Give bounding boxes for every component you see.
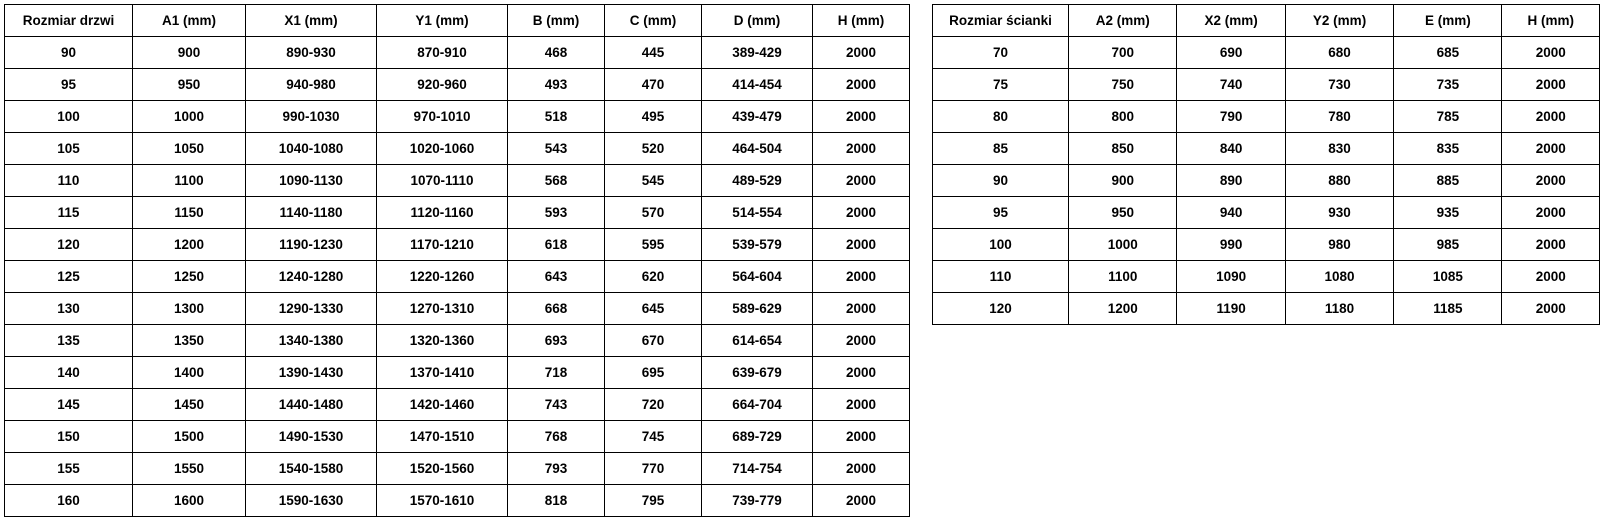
doors-table-cell: 670: [605, 325, 702, 357]
doors-table-cell: 2000: [813, 229, 910, 261]
doors-table-cell: 1450: [133, 389, 246, 421]
doors-table-cell: 768: [508, 421, 605, 453]
doors-table-cell: 795: [605, 485, 702, 517]
doors-table-cell: 920-960: [377, 69, 508, 101]
walls-table-cell: 2000: [1502, 229, 1600, 261]
doors-table-cell: 100: [5, 101, 133, 133]
doors-table-cell: 2000: [813, 293, 910, 325]
walls-table-column-header: Y2 (mm): [1285, 5, 1393, 37]
doors-table-cell: 543: [508, 133, 605, 165]
doors-table-cell: 720: [605, 389, 702, 421]
doors-table-cell: 1220-1260: [377, 261, 508, 293]
walls-table-cell: 2000: [1502, 133, 1600, 165]
walls-dimensions-table-container: [932, 4, 1600, 325]
doors-table-cell: 695: [605, 357, 702, 389]
table-row: [5, 453, 910, 485]
doors-table-column-header: Rozmiar drzwi: [5, 5, 133, 37]
walls-table-cell: 2000: [1502, 101, 1600, 133]
doors-table-cell: 115: [5, 197, 133, 229]
walls-table-cell: 840: [1177, 133, 1285, 165]
walls-table-cell: 2000: [1502, 293, 1600, 325]
doors-table-cell: 1190-1230: [246, 229, 377, 261]
doors-table-cell: 595: [605, 229, 702, 261]
table-header-row: [5, 5, 910, 37]
table-row: [5, 325, 910, 357]
doors-table-cell: 414-454: [702, 69, 813, 101]
doors-table-cell: 1320-1360: [377, 325, 508, 357]
doors-table-cell: 950: [133, 69, 246, 101]
doors-table-cell: 545: [605, 165, 702, 197]
walls-table-cell: 1190: [1177, 293, 1285, 325]
walls-table-cell: 900: [1069, 165, 1177, 197]
doors-table-cell: 495: [605, 101, 702, 133]
doors-table-cell: 620: [605, 261, 702, 293]
doors-table-cell: 1270-1310: [377, 293, 508, 325]
walls-table-cell: 85: [933, 133, 1069, 165]
doors-table-column-header: B (mm): [508, 5, 605, 37]
doors-table-cell: 739-779: [702, 485, 813, 517]
doors-table-cell: 990-1030: [246, 101, 377, 133]
walls-table-cell: 880: [1285, 165, 1393, 197]
doors-table-cell: 1140-1180: [246, 197, 377, 229]
doors-table-cell: 645: [605, 293, 702, 325]
table-row: [933, 37, 1600, 69]
doors-table-cell: 668: [508, 293, 605, 325]
walls-table-body: [933, 37, 1600, 325]
doors-table-cell: 1550: [133, 453, 246, 485]
doors-table-cell: 539-579: [702, 229, 813, 261]
doors-table-cell: 150: [5, 421, 133, 453]
walls-table-column-header: E (mm): [1394, 5, 1502, 37]
doors-table-cell: 2000: [813, 133, 910, 165]
walls-table-cell: 950: [1069, 197, 1177, 229]
doors-table-cell: 1170-1210: [377, 229, 508, 261]
walls-table-cell: 1080: [1285, 261, 1393, 293]
walls-table-cell: 680: [1285, 37, 1393, 69]
doors-table-cell: 745: [605, 421, 702, 453]
doors-table-cell: 2000: [813, 421, 910, 453]
doors-table-cell: 890-930: [246, 37, 377, 69]
table-row: [5, 101, 910, 133]
walls-table-cell: 740: [1177, 69, 1285, 101]
walls-table-cell: 1085: [1394, 261, 1502, 293]
walls-table-cell: 790: [1177, 101, 1285, 133]
walls-table-cell: 750: [1069, 69, 1177, 101]
doors-table-column-header: X1 (mm): [246, 5, 377, 37]
doors-table-cell: 1540-1580: [246, 453, 377, 485]
doors-dimensions-table: [4, 4, 910, 517]
doors-table-cell: 2000: [813, 261, 910, 293]
doors-table-cell: 2000: [813, 165, 910, 197]
walls-table-cell: 90: [933, 165, 1069, 197]
walls-table-cell: 110: [933, 261, 1069, 293]
table-row: [933, 229, 1600, 261]
doors-table-cell: 140: [5, 357, 133, 389]
doors-table-cell: 2000: [813, 389, 910, 421]
table-row: [5, 357, 910, 389]
doors-table-cell: 1420-1460: [377, 389, 508, 421]
doors-table-cell: 793: [508, 453, 605, 485]
table-header-row: [933, 5, 1600, 37]
doors-table-column-header: H (mm): [813, 5, 910, 37]
doors-table-cell: 643: [508, 261, 605, 293]
doors-table-cell: 489-529: [702, 165, 813, 197]
walls-table-cell: 940: [1177, 197, 1285, 229]
table-row: [5, 389, 910, 421]
doors-table-cell: 870-910: [377, 37, 508, 69]
walls-dimensions-table: [932, 4, 1600, 325]
doors-table-cell: 145: [5, 389, 133, 421]
doors-table-cell: 2000: [813, 197, 910, 229]
doors-table-header: [5, 5, 910, 37]
walls-table-cell: 70: [933, 37, 1069, 69]
doors-table-cell: 2000: [813, 325, 910, 357]
walls-table-cell: 2000: [1502, 165, 1600, 197]
doors-table-cell: 1200: [133, 229, 246, 261]
doors-table-cell: 1240-1280: [246, 261, 377, 293]
doors-table-cell: 1590-1630: [246, 485, 377, 517]
walls-table-cell: 990: [1177, 229, 1285, 261]
doors-table-cell: 95: [5, 69, 133, 101]
doors-table-cell: 1040-1080: [246, 133, 377, 165]
doors-table-cell: 1370-1410: [377, 357, 508, 389]
walls-table-cell: 1185: [1394, 293, 1502, 325]
doors-table-cell: 130: [5, 293, 133, 325]
walls-table-cell: 120: [933, 293, 1069, 325]
walls-table-cell: 985: [1394, 229, 1502, 261]
doors-table-cell: 743: [508, 389, 605, 421]
doors-table-cell: 1120-1160: [377, 197, 508, 229]
doors-table-column-header: A1 (mm): [133, 5, 246, 37]
doors-table-cell: 1290-1330: [246, 293, 377, 325]
walls-table-column-header: X2 (mm): [1177, 5, 1285, 37]
doors-table-column-header: D (mm): [702, 5, 813, 37]
doors-table-cell: 1340-1380: [246, 325, 377, 357]
doors-table-cell: 518: [508, 101, 605, 133]
doors-table-cell: 970-1010: [377, 101, 508, 133]
doors-table-cell: 470: [605, 69, 702, 101]
walls-table-cell: 95: [933, 197, 1069, 229]
walls-table-cell: 2000: [1502, 261, 1600, 293]
doors-table-column-header: Y1 (mm): [377, 5, 508, 37]
doors-table-cell: 2000: [813, 357, 910, 389]
doors-table-cell: 1490-1530: [246, 421, 377, 453]
doors-table-cell: 1400: [133, 357, 246, 389]
walls-table-cell: 890: [1177, 165, 1285, 197]
doors-table-body: [5, 37, 910, 517]
table-row: [933, 69, 1600, 101]
doors-table-cell: 1150: [133, 197, 246, 229]
doors-table-cell: 689-729: [702, 421, 813, 453]
doors-table-cell: 1250: [133, 261, 246, 293]
table-row: [5, 133, 910, 165]
walls-table-cell: 685: [1394, 37, 1502, 69]
doors-table-cell: 493: [508, 69, 605, 101]
doors-table-cell: 2000: [813, 485, 910, 517]
table-row: [5, 261, 910, 293]
doors-table-cell: 2000: [813, 453, 910, 485]
walls-table-cell: 730: [1285, 69, 1393, 101]
doors-table-cell: 120: [5, 229, 133, 261]
doors-table-cell: 2000: [813, 37, 910, 69]
doors-table-cell: 1390-1430: [246, 357, 377, 389]
doors-table-cell: 445: [605, 37, 702, 69]
doors-dimensions-table-container: [4, 4, 910, 517]
table-row: [5, 37, 910, 69]
doors-table-cell: 160: [5, 485, 133, 517]
doors-table-cell: 389-429: [702, 37, 813, 69]
walls-table-cell: 980: [1285, 229, 1393, 261]
doors-table-cell: 1090-1130: [246, 165, 377, 197]
walls-table-cell: 75: [933, 69, 1069, 101]
doors-table-cell: 589-629: [702, 293, 813, 325]
walls-table-cell: 1200: [1069, 293, 1177, 325]
walls-table-cell: 850: [1069, 133, 1177, 165]
doors-table-cell: 770: [605, 453, 702, 485]
table-row: [933, 101, 1600, 133]
doors-table-cell: 718: [508, 357, 605, 389]
walls-table-cell: 1090: [1177, 261, 1285, 293]
table-row: [5, 421, 910, 453]
walls-table-cell: 690: [1177, 37, 1285, 69]
walls-table-cell: 2000: [1502, 69, 1600, 101]
doors-table-cell: 664-704: [702, 389, 813, 421]
walls-table-cell: 780: [1285, 101, 1393, 133]
table-row: [5, 229, 910, 261]
doors-table-cell: 125: [5, 261, 133, 293]
walls-table-cell: 800: [1069, 101, 1177, 133]
table-row: [5, 293, 910, 325]
walls-table-cell: 935: [1394, 197, 1502, 229]
doors-table-cell: 135: [5, 325, 133, 357]
walls-table-cell: 1000: [1069, 229, 1177, 261]
walls-table-cell: 2000: [1502, 37, 1600, 69]
doors-table-cell: 155: [5, 453, 133, 485]
walls-table-cell: 1180: [1285, 293, 1393, 325]
doors-table-cell: 514-554: [702, 197, 813, 229]
doors-table-cell: 464-504: [702, 133, 813, 165]
doors-table-cell: 468: [508, 37, 605, 69]
doors-table-cell: 1300: [133, 293, 246, 325]
doors-table-cell: 1350: [133, 325, 246, 357]
doors-table-column-header: C (mm): [605, 5, 702, 37]
walls-table-cell: 1100: [1069, 261, 1177, 293]
doors-table-cell: 1000: [133, 101, 246, 133]
table-row: [933, 293, 1600, 325]
doors-table-cell: 1520-1560: [377, 453, 508, 485]
doors-table-cell: 90: [5, 37, 133, 69]
walls-table-cell: 2000: [1502, 197, 1600, 229]
walls-table-column-header: H (mm): [1502, 5, 1600, 37]
doors-table-cell: 570: [605, 197, 702, 229]
table-row: [5, 69, 910, 101]
walls-table-cell: 100: [933, 229, 1069, 261]
doors-table-cell: 2000: [813, 101, 910, 133]
walls-table-cell: 700: [1069, 37, 1177, 69]
doors-table-cell: 714-754: [702, 453, 813, 485]
doors-table-cell: 614-654: [702, 325, 813, 357]
doors-table-cell: 1070-1110: [377, 165, 508, 197]
doors-table-cell: 1100: [133, 165, 246, 197]
walls-table-column-header: A2 (mm): [1069, 5, 1177, 37]
walls-table-cell: 930: [1285, 197, 1393, 229]
doors-table-cell: 1470-1510: [377, 421, 508, 453]
doors-table-cell: 1440-1480: [246, 389, 377, 421]
doors-table-cell: 520: [605, 133, 702, 165]
table-row: [5, 165, 910, 197]
walls-table-column-header: Rozmiar ścianki: [933, 5, 1069, 37]
table-row: [933, 165, 1600, 197]
doors-table-cell: 1050: [133, 133, 246, 165]
table-row: [5, 197, 910, 229]
doors-table-cell: 618: [508, 229, 605, 261]
doors-table-cell: 593: [508, 197, 605, 229]
table-row: [5, 485, 910, 517]
doors-table-cell: 439-479: [702, 101, 813, 133]
doors-table-cell: 110: [5, 165, 133, 197]
walls-table-cell: 80: [933, 101, 1069, 133]
doors-table-cell: 1020-1060: [377, 133, 508, 165]
doors-table-cell: 1500: [133, 421, 246, 453]
walls-table-cell: 885: [1394, 165, 1502, 197]
table-row: [933, 133, 1600, 165]
walls-table-cell: 830: [1285, 133, 1393, 165]
doors-table-cell: 568: [508, 165, 605, 197]
walls-table-cell: 785: [1394, 101, 1502, 133]
doors-table-cell: 900: [133, 37, 246, 69]
table-row: [933, 261, 1600, 293]
doors-table-cell: 105: [5, 133, 133, 165]
doors-table-cell: 940-980: [246, 69, 377, 101]
walls-table-cell: 835: [1394, 133, 1502, 165]
doors-table-cell: 2000: [813, 69, 910, 101]
walls-table-header: [933, 5, 1600, 37]
doors-table-cell: 1600: [133, 485, 246, 517]
doors-table-cell: 818: [508, 485, 605, 517]
doors-table-cell: 1570-1610: [377, 485, 508, 517]
doors-table-cell: 564-604: [702, 261, 813, 293]
table-row: [933, 197, 1600, 229]
doors-table-cell: 639-679: [702, 357, 813, 389]
walls-table-cell: 735: [1394, 69, 1502, 101]
doors-table-cell: 693: [508, 325, 605, 357]
